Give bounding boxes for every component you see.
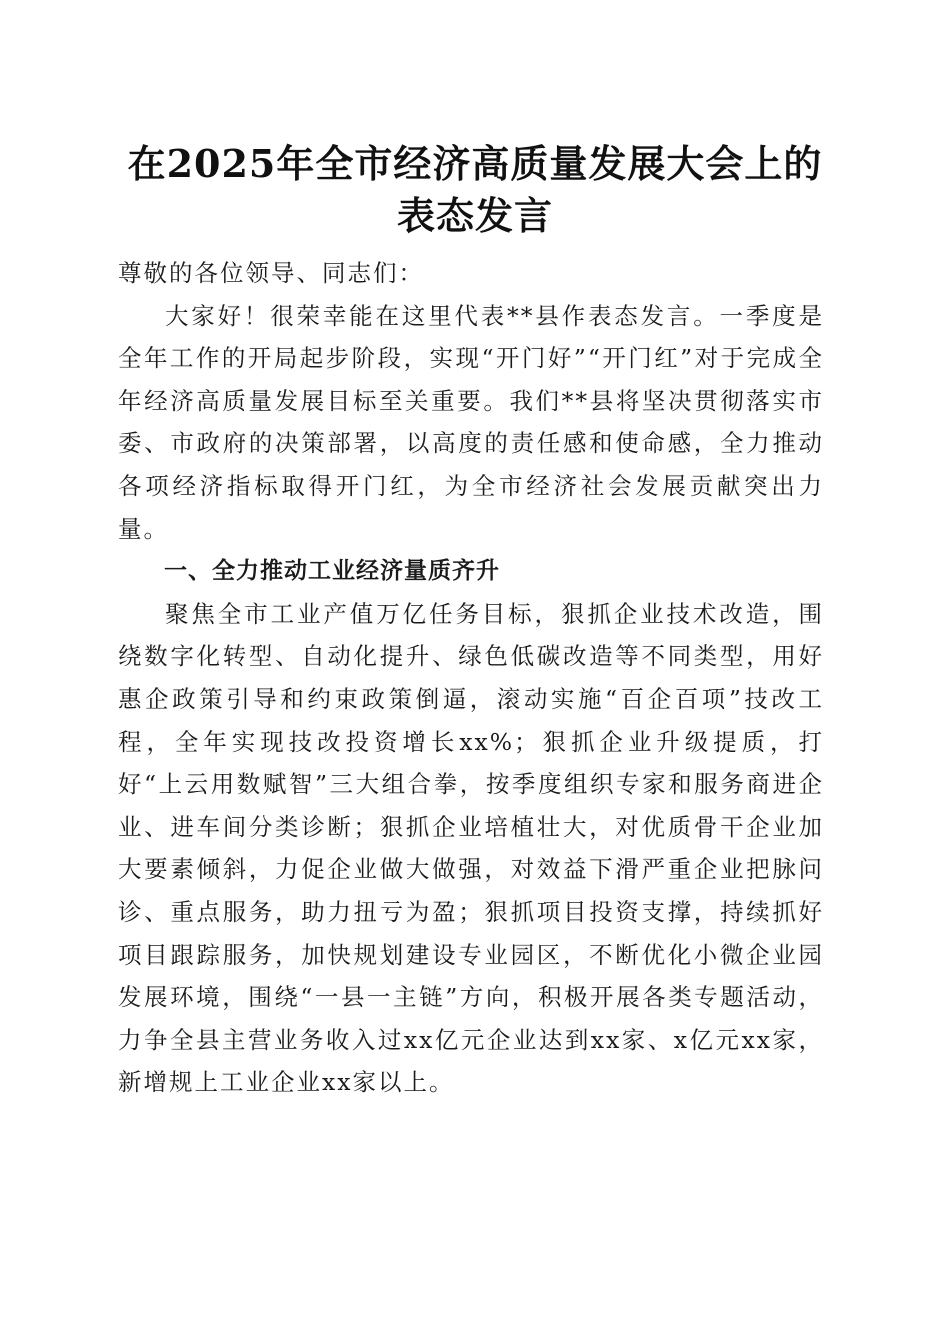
document-title: 在2025年全市经济高质量发展大会上的表态发言	[127, 141, 823, 238]
document-body	[118, 252, 824, 1104]
intro-paragraph: 大家好！很荣幸能在这里代表**县作表态发言。一季度是全年工作的开局起步阶段，实现“开门好”“开门红”对于完成全年经济高质量发展目标至关重要。我们**县将坚决贯彻落实市委、市政府的决策部署，以高度的责任感和使命感，全力推动各项经济指标取得开门红，为全市经济社会发展贡献突出力量。	[118, 301, 824, 543]
section-heading: 一、全力推动工业经济量质齐升	[164, 558, 500, 585]
salutation: 尊敬的各位领导、同志们：	[118, 259, 424, 287]
section-paragraph: 聚焦全市工业产值万亿任务目标，狠抓企业技术改造，围绕数字化转型、自动化提升、绿色低碳改造等不同类型，用好惠企政策引导和约束政策倒逼，滚动实施“百企百项”技改工程，全年实现技改投资增长xx%；狠抓企业升级提质，打好“上云用数赋智”三大组合拳，按季度组织专家和服务商进企业、进车间分类诊断；狠抓企业培植壮大，对优质骨干企业加大要素倾斜，力促企业做大做强，对效益下滑严重企业把脉问诊、重点服务，助力扭亏为盈；狠抓项目投资支撑，持续抓好项目跟踪服务，加快规划建设专业园区，不断优化小微企业园发展环境，围绕“一县一主链”方向，积极开展各类专题活动，力争全县主营业务收入过xx亿元企业达到xx家、x亿元xx家，新增规上工业企业xx家以上。	[118, 599, 824, 1097]
